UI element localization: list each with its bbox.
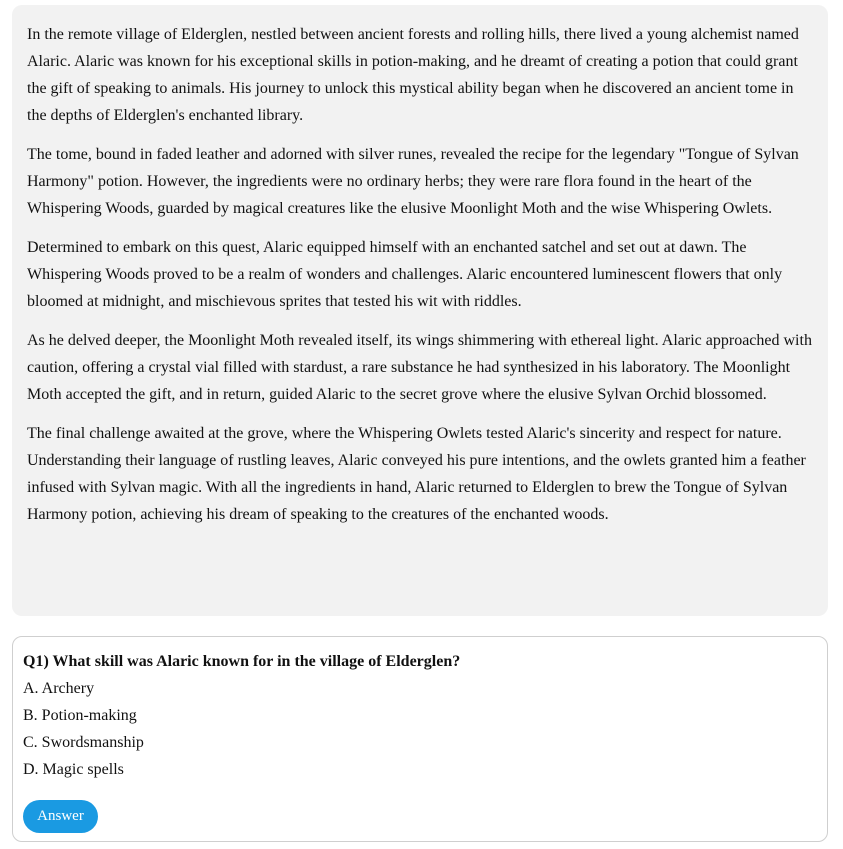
answer-options [23, 675, 817, 783]
question-card [12, 636, 828, 842]
option-a: A. Archery [23, 680, 95, 697]
option-c: C. Swordsmanship [23, 734, 144, 751]
option-d: D. Magic spells [23, 761, 124, 778]
option-b: B. Potion-making [23, 707, 137, 724]
answer-button[interactable]: Answer [23, 800, 98, 833]
passage-paragraph-5: The final challenge awaited at the grove, where the Whispering Owlets tested Alaric's sincerity and respect for nature. Understanding their language of rustling leaves, Alaric conveyed his pure intentions, and the owlets granted him a feather infused with Sylvan magic. With all the ingredients in hand, Alaric returned to Elderglen to brew the Tongue of Sylvan Harmony potion, achieving his dream of speaking to the creatures of the enchanted woods. [27, 425, 806, 523]
passage-paragraph-3: Determined to embark on this quest, Alaric equipped himself with an enchanted satchel and set out at dawn. The Whispering Woods proved to be a realm of wonders and challenges. Alaric encountered luminescent flowers that only bloomed at midnight, and mischievous sprites that tested his wit with riddles. [27, 239, 783, 310]
passage-paragraph-2: The tome, bound in faded leather and adorned with silver runes, revealed the recipe for the legendary "Tongue of Sylvan Harmony" potion. However, the ingredients were no ordinary herbs; they were rare flora found in the heart of the Whispering Woods, guarded by magical creatures like the elusive Moonlight Moth and the wise Whispering Owlets. [27, 146, 799, 217]
question-title: Q1) What skill was Alaric known for in the village of Elderglen? [23, 653, 461, 670]
passage-paragraph-1: In the remote village of Elderglen, nestled between ancient forests and rolling hills, there lived a young alchemist named Alaric. Alaric was known for his exceptional skills in potion-making, and he dreamt of creating a potion that could grant the gift of speaking to animals. His journey to unlock this mystical ability began when he discovered an ancient tome in the depths of Elderglen's enchanted library. [27, 26, 799, 124]
passage-paragraph-4: As he delved deeper, the Moonlight Moth revealed itself, its wings shimmering with ethereal light. Alaric approached with caution, offering a crystal vial filled with stardust, a rare substance he had synthesized in his laboratory. The Moonlight Moth accepted the gift, and in return, guided Alaric to the secret grove where the elusive Sylvan Orchid blossomed. [27, 332, 812, 403]
reading-passage [12, 5, 828, 616]
